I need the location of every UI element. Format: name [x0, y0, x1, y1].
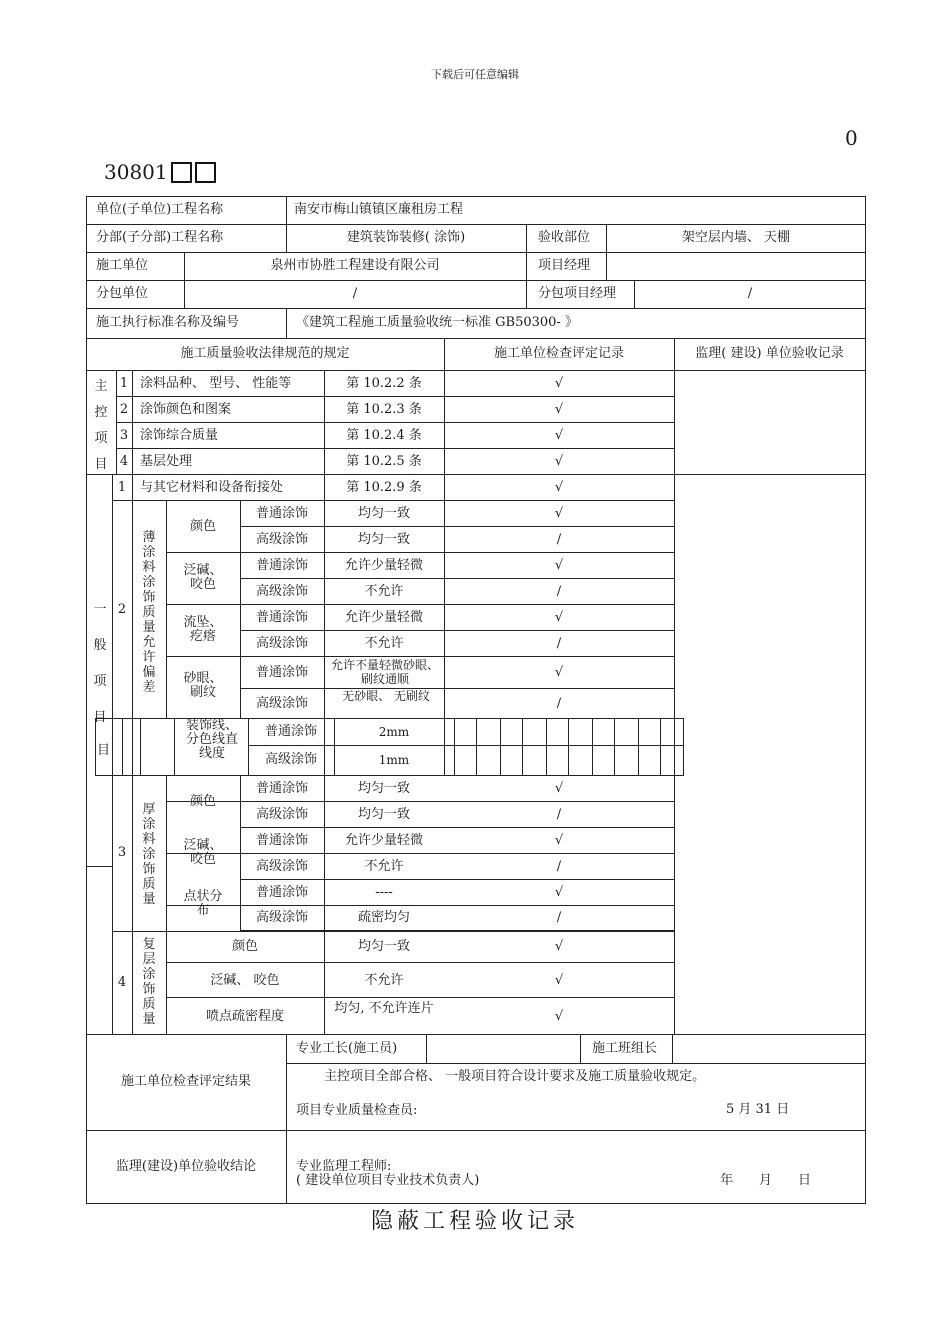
subcontractor: /	[352, 286, 358, 301]
pm-label: 项目经理	[538, 258, 591, 273]
subproject-label: 分部(子分部)工程名称	[96, 230, 224, 245]
sub-pm-label: 分包项目经理	[538, 286, 617, 301]
project-name-label: 单位(子单位)工程名称	[96, 202, 224, 217]
code-box-2	[195, 162, 216, 183]
col-check-header: 施工单位检查评定记录	[493, 346, 624, 361]
line-tolerance-high: 1mm	[378, 753, 410, 767]
foreman-label: 专业工长(施工员)	[296, 1041, 398, 1056]
line-grade-normal: 普通涂饰	[264, 724, 317, 739]
sub-pm: /	[747, 286, 753, 301]
inspection-part: 架空层内墙、 天棚	[681, 230, 791, 245]
line-straightness-label: 装饰线、 分色线直线度	[185, 718, 238, 761]
date-blank: 年 月 日	[720, 1173, 812, 1188]
contractor: 泉州市协胜工程建设有限公司	[270, 258, 440, 273]
thick-cat-dots: 点状分布	[183, 889, 223, 918]
line-grade-high: 高级涂饰	[264, 752, 317, 767]
multi-number: 4	[117, 975, 127, 990]
eval-date: 5 月 31 日	[726, 1102, 790, 1117]
inspection-part-label: 验收部位	[538, 230, 591, 245]
thin-title: 薄涂料涂饰质量允许偏差	[142, 530, 156, 695]
form-code-text: 30801	[104, 160, 168, 184]
thick-cat-color: 颜色	[189, 794, 216, 809]
general-group-label: 一般项目	[93, 602, 107, 725]
engineer-label: 专业监理工程师:	[296, 1159, 392, 1174]
standard-label: 施工执行标准名称及编号	[96, 315, 240, 330]
general-mu-char: 目	[97, 743, 111, 758]
subproject: 建筑装饰装修( 涂饰)	[346, 230, 466, 245]
thick-cat-alkali: 泛碱、咬色	[183, 838, 223, 867]
col-supervision-header: 监理( 建设) 单位验收记录	[695, 346, 844, 361]
code-box-1	[171, 162, 192, 183]
col-spec-header: 施工质量验收法律规范的规定	[180, 346, 350, 361]
eval-label: 施工单位检查评定结果	[120, 1074, 251, 1089]
project-name: 南安市梅山镇镇区廉租房工程	[294, 202, 464, 217]
header-note: 下载后可任意编辑	[431, 68, 519, 81]
subcontractor-label: 分包单位	[96, 286, 149, 301]
thin-cat-alkali: 泛碱、咬色	[183, 563, 223, 592]
eval-text: 主控项目全部合格、 一般项目符合设计要求及施工质量验收规定。	[324, 1069, 706, 1084]
thick-title: 厚涂料涂饰质量	[142, 802, 156, 907]
thin-cat-sag: 流坠、疙瘩	[183, 615, 223, 644]
engineer-sub: ( 建设单位项目专业技术负责人)	[296, 1173, 480, 1188]
thin-cat-pinhole: 砂眼、刷纹	[183, 671, 223, 700]
team-leader-label: 施工班组长	[592, 1041, 658, 1056]
thin-cat-color: 颜色	[189, 519, 216, 534]
standard: 《建筑工程施工质量验收统一标准 GB50300- 》	[296, 315, 578, 330]
line-tolerance-normal: 2mm	[378, 725, 410, 739]
supervision-label: 监理(建设)单位验收结论	[115, 1159, 257, 1174]
inspector-label: 项目专业质量检查员:	[296, 1103, 418, 1118]
thick-number: 3	[117, 845, 127, 860]
multi-title: 复层涂饰质量	[142, 937, 156, 1027]
page-number: 0	[845, 126, 858, 150]
main-group-label: 主控项目	[94, 379, 108, 472]
footer-title: 隐蔽工程验收记录	[370, 1209, 579, 1234]
form-code	[104, 160, 216, 184]
thin-number: 2	[117, 602, 127, 617]
contractor-label: 施工单位	[96, 258, 149, 273]
